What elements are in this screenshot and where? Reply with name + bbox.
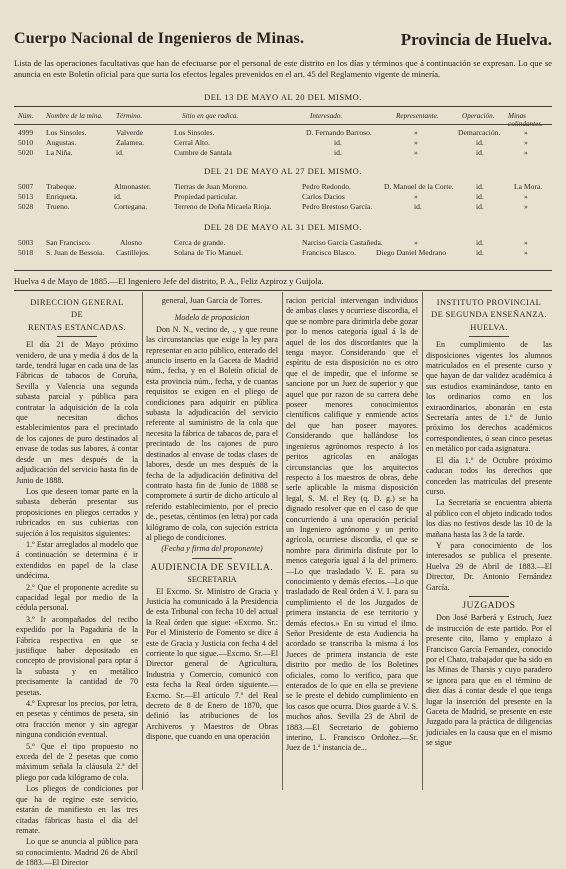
cell-operation: id.	[476, 148, 484, 157]
cell-operation: id.	[476, 182, 484, 191]
section-heading: DIRECCION GENERAL	[30, 298, 124, 307]
cell-num: 5013	[18, 192, 34, 201]
table-row	[14, 202, 552, 212]
cell-site: Propiedad particular.	[174, 192, 238, 201]
column-modelo-audiencia	[146, 296, 278, 790]
cell-num: 5018	[18, 248, 34, 257]
cell-adjacent: »	[524, 202, 528, 211]
table-bottom-rule	[14, 270, 552, 271]
cell-interested: D. Fernando Barroso.	[306, 128, 372, 137]
divider	[57, 336, 97, 337]
cell-mine: Los Sinsoles.	[46, 128, 87, 137]
divider	[469, 336, 509, 337]
cell-interested: id.	[334, 148, 342, 157]
header-right-title: Provincia de Huelva.	[400, 30, 552, 49]
cell-site: Tierras de Juan Moreno.	[174, 182, 248, 191]
cell-mine: San Francisco.	[46, 238, 91, 247]
table-row	[14, 138, 552, 148]
paragraph: Don José Barberá y Estruch, Juez de instrucción de este partido. Por el presente cito, llamo y emplazo á Francisco García Fernandez, conocido por el Chato, trabajador que ha sido en las Minas de Tharsis y cuyo paradero se ignora para que en el término de diez días á contar desde el que tenga lugar la inserción del presente en la Gaceta de Madrid, se presente en este Juzgado para la práctica de diligencias judiciales en la causa que en el mismo se sigue	[426, 613, 552, 748]
cell-mine: La Niña.	[46, 148, 73, 157]
cell-num: 5003	[18, 238, 34, 247]
cell-adjacent: »	[524, 192, 528, 201]
cell-site: Solana de Tío Manuel.	[174, 248, 244, 257]
model-title: Modelo de proposicion	[174, 313, 250, 323]
column-separator	[422, 292, 423, 790]
cell-site: Cerral Alto.	[174, 138, 210, 147]
cell-site: Terreno de Doña Micaela Rioja.	[174, 202, 272, 211]
cell-term: Almonaster.	[114, 182, 151, 191]
paragraph: Los que deseen tomar parte en la subasta deberán presentar sus proposiciones en pliegos cerrados y rubricados en sus cubiertas con sujeción á los requisitos siguientes:	[16, 486, 138, 538]
col-mine-name: Nombre de la mina.	[46, 112, 103, 120]
paragraph: 3.º Ir acompañados del recibo expedido por la Pagaduría de la Fábrica respectiva en que se justifique haber depositado en concepto de provisional para optar á la subasta y en metálico precisamente la cantidad de 70 pesetas.	[16, 614, 138, 697]
paragraph: El Excmo. Sr. Ministro de Gracia y Justicia ha comunicado á la Presidencia de esta Tribunal con fecha 10 del actual la Real órden que sigue: «Excmo. Sr.: Por el Ministerio de Fomento se dice á este de Gracia y Justicia con fecha 4 del corriente lo que sigue.—Excmo. Sr.—El Director general de Agricultura, Industria y Comercio, comunicó con esta fecha la Real órden siguiente.—Excmo. Sr.—El artículo 7.º del Real decreto de 8 de Enero de 1870, que definió las atribuciones de los Archiveros y Maestros de Obras dispone, que cuando en una operación	[146, 586, 278, 742]
cell-interested: id.	[334, 138, 342, 147]
paragraph: racion pericial intervengan individuos de ambas clases y ocurriese discordia, el que se nombre para dirimirla debe gozar por lo menos categoría igual á la de aquel de los dos discordantes que la tenga mayor. Considerando que el espíritu de esta disposición no es otro que el de impedir, que el informe se sancione por un Juez de superior y que aquel que por razon de su carrera debe poseer menores conocimientos científicos califique y enmiende actos del que han poseer mayores. Considerando que hallándose los ingenieros agrónomos respecto á los peritos agrícolas en análogas circunstancias que los arquitectos respecto á los maestros de obras, debe serle aplicable la misma disposición legal, S. M. el Rey (q. D. g.) se ha dignado resolver que en el caso de que concurriendo á una operación pericial un Ingeniero agrónomo y un perito agrícola, ocurriese discordia, el que se nombre para dirimirla disfrute por lo menos categoría igual á la del primero.—Lo que trasladado V. E. para su conocimiento y demás efectos.—Lo que trasladado de Real órden á V. I. para su cumplimiento el de los Juzgados de primera instancia de ese territorio y demás efectos.» En su virtud el ilmo. Señor Presidente de esta Audiencia ha acordado se transcriba la misma á los Jueces de primera instancia de este distrito por medio de los Boletines oficiales, como lo verifico, para que enterados de lo que en ella se previene se le preste el debido cumplimiento en los casos que ocurra. Dios guarde á V. S. muchos años. Sevilla 23 de Abril de 1883.—El Secretario de gobierno interino, L. Francisco Ordoñez.—Sr. Juez de 1.ª instancia de...	[286, 296, 418, 753]
table-row	[14, 148, 552, 158]
cell-interested: Pedro Brestoso García.	[302, 202, 373, 211]
paragraph: El día 1.º de Octubre próximo caducan todos los derechos que conceden las matrículas del presente curso.	[426, 455, 552, 496]
col-site: Sitio en que radica.	[182, 112, 239, 120]
section-subheading: SECRETARIA	[187, 575, 237, 585]
paragraph: 1.º Estar arreglados al modelo que á continuación se determina é ir extendidos en papel de la clase undécima.	[16, 539, 138, 581]
cell-representative: »	[414, 192, 418, 201]
cell-adjacent: La Mora.	[514, 182, 543, 191]
section-heading: JUZGADOS	[462, 600, 516, 611]
col-operation: Operación.	[462, 112, 495, 120]
cell-mine: Trabeque.	[46, 182, 77, 191]
cell-site: Los Sinsoles.	[174, 128, 215, 137]
cell-interested: Francisco Blasco.	[302, 248, 356, 257]
cell-mine: Augustas.	[46, 138, 77, 147]
cell-representative: Diego Daniel Medrano	[376, 248, 447, 257]
cell-mine: Enriqueta.	[46, 192, 78, 201]
cell-term: Castillejos.	[116, 248, 150, 257]
signature-line: general, Juan García de Torres.	[161, 296, 263, 305]
cell-num: 5028	[18, 202, 34, 211]
col-representative: Representante.	[396, 112, 439, 120]
date-line-3: DEL 28 DE MAYO AL 31 DEL MISMO.	[204, 222, 362, 232]
cell-interested: Pedro Redondo.	[302, 182, 351, 191]
paragraph: 4.º Expresar los precios, por letra, en pesetas y céntimos de peseta, sin otra fracción menor y sin agregar ninguna condición eventual.	[16, 699, 138, 740]
section-heading: INSTITUTO PROVINCIAL	[436, 298, 542, 307]
column-separator	[282, 292, 283, 790]
cell-term: Alosno	[120, 238, 142, 247]
cell-site: Cumbre de Santala	[174, 148, 232, 157]
cell-adjacent: »	[524, 128, 528, 137]
paragraph: Lo que se anuncia al público para su conocimiento. Madrid 26 de Abril de 1883.—El Director	[16, 837, 138, 868]
cell-representative: D. Manuel de la Corte.	[384, 182, 454, 191]
cell-site: Cerca de grande.	[174, 238, 226, 247]
cell-term: Cortegana.	[114, 202, 148, 211]
cell-operation: id.	[476, 202, 484, 211]
cell-operation: id.	[476, 138, 484, 147]
cell-representative: id.	[414, 202, 422, 211]
cell-interested: Narciso García Castañeda.	[302, 238, 383, 247]
intro-paragraph: Lista de las operaciones facultativas que han de efectuarse por el personal de este distrito en los días y términos que á continuación se expresan. Lo que se anuncia en este Boletín oficial para que surta los efectos legales prevenidos en el art. 45 del Reglamento vigente de minería.	[14, 58, 552, 79]
section-heading: AUDIENCIA DE SEVILLA.	[150, 562, 274, 573]
paragraph: 5.º Que el tipo propuesto no exceda del de 2 pesetas que como máximum señala la cláusula 2.ª del pliego por cada kilógramo de cola.	[16, 741, 138, 782]
model-text: Don N. N., vecino de, ., y que reune las circunstancias que exige la ley para representar en acto público, enterado del anuncio inserto en la Gaceta de Madrid núm., fecha, y en el Boletín oficial de esta provincia núm., fecha, y de cuantas requisitos se exigen en el pliego de condiciones para adquirir en pública subasta la adjudicación del servicio referente al suministro de la cola que necesita la fábrica de tabacos de, para el precintado de los cajones de puro destinados al envase de todas clases de labores, desde un mes después de la fecha de la adjudicación definitiva del contrato hasta fin de Junio de 1888 se compromete á surtir de dicho artículo al referido establecimiento, por el precio de., pesetas, céntimos (en letra) por cada kilógramo de cola, con sujeción estricta al pliego de condiciones.	[146, 324, 278, 542]
col-interested: Interesado.	[310, 112, 343, 120]
cell-mine: Trueno.	[46, 202, 70, 211]
divider	[192, 558, 232, 559]
cell-operation: id.	[476, 238, 484, 247]
table-row	[14, 192, 552, 202]
column-audiencia-cont	[286, 296, 418, 790]
cell-adjacent: »	[524, 238, 528, 247]
table-row	[14, 182, 552, 192]
cell-representative: »	[414, 128, 418, 137]
cell-interested: Carlos Dacios	[302, 192, 345, 201]
table-top-rule	[14, 106, 552, 107]
paragraph: En cumplimiento de las disposiciones vigentes los alumnos matriculados en el presente curso y que hayan de dar validez académica á sus estudios examinándose, tanto en los ordinarios como en los extraordinarios, abonarán en esta Secretaría antes de 1.º de Junio próximo los derechos académicos correspondientes, ó sean cinco pesetas en metálico por cada asignatura.	[426, 340, 552, 454]
section-heading-de: DE	[71, 310, 83, 320]
cell-adjacent: »	[524, 138, 528, 147]
date-line-1: DEL 13 DE MAYO AL 20 DEL MISMO.	[204, 92, 362, 102]
cell-num: 5007	[18, 182, 34, 191]
columns-top-rule	[14, 290, 552, 291]
column-rentas-estancadas	[16, 296, 138, 868]
table-row	[14, 248, 552, 258]
col-num: Núm.	[18, 112, 34, 120]
section-heading: RENTAS ESTANCADAS.	[28, 322, 126, 332]
paragraph: 2.º Que el proponente acredite su capacidad legal por medio de la cédula personal.	[16, 582, 138, 613]
col-term: Término.	[116, 112, 143, 120]
cell-representative: »	[414, 148, 418, 157]
cell-operation: id.	[476, 248, 484, 257]
cell-operation: id.	[476, 192, 484, 201]
cell-adjacent: »	[524, 248, 528, 257]
model-sign: (Fecha y firma del proponente)	[161, 544, 263, 554]
paragraph: La Secretaría se encuentra abierta al público con el objeto indicado todos los días no festivos desde las 10 de la mañana hasta las 3 de la tarde.	[426, 498, 552, 539]
paragraph: Y para conocimiento de los interesados se publica el presente. Huelva 29 de Abril de 1883.—El Director, Dr. Antonio Fernández García.	[426, 540, 552, 592]
cell-operation: Demarcación.	[458, 128, 501, 137]
cell-representative: »	[414, 138, 418, 147]
table-header-rule	[14, 124, 552, 125]
divider	[469, 596, 509, 597]
paragraph: El día 21 de Mayo próximo venidero, de una y media á dos de la tarde, tendrá lugar en cada una de las Fábricas de tabacos de Coruña, Sevilla y Valencia una segunda subasta parcial y pública para contratar la adquisición de la cola que necesitan dichos establecimientos para el precintado de los cajones de puro destinados al envase de todas sus labores, á contar desde un mes después de la adjudicación del servicio hasta fin de Junio de 1888.	[16, 340, 138, 485]
column-instituto-juzgados	[426, 296, 552, 790]
cell-term: Zalamea.	[116, 138, 145, 147]
cell-representative: »	[414, 238, 418, 247]
cell-mine: S. Juan de Bessoia.	[46, 248, 105, 257]
cell-num: 5010	[18, 138, 34, 147]
cell-num: 4999	[18, 128, 34, 137]
table-column-headers	[14, 108, 552, 128]
cell-term: Valverde	[116, 128, 143, 137]
divider	[192, 309, 232, 310]
table-footer-signature: Huelva 4 de Mayo de 1885.—El Ingeniero Jefe del distrito, P. A., Feliz Azpiroz y Guijola.	[14, 276, 324, 286]
col-adjacent: Minas colindantes.	[508, 112, 543, 128]
cell-term: id.	[114, 192, 122, 201]
cell-term: id.	[116, 148, 124, 157]
header-left-title: Cuerpo Nacional de Ingenieros de Minas.	[14, 30, 305, 47]
date-line-2: DEL 21 DE MAYO AL 27 DEL MISMO.	[204, 166, 362, 176]
column-separator	[142, 292, 143, 790]
page-header	[14, 30, 552, 54]
table-row	[14, 128, 552, 138]
table-row	[14, 238, 552, 248]
section-heading: DE SEGUNDA ENSEÑANZA.	[431, 310, 547, 320]
section-heading: HUELVA.	[470, 322, 508, 332]
cell-adjacent: »	[524, 148, 528, 157]
paragraph: Los pliegos de condiciones por que ha de regirse este servicio, estarán de manifiesto en las tres citadas fábricas hasta el día del remate.	[16, 784, 138, 835]
cell-num: 5020	[18, 148, 34, 157]
